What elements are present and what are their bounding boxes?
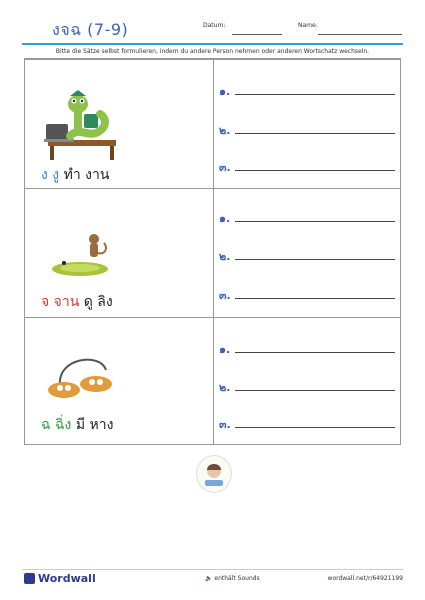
sandal-left bbox=[48, 382, 80, 398]
sandal-eye bbox=[89, 379, 95, 385]
caption-letter: จ bbox=[41, 294, 50, 310]
caption-letter: ฉ bbox=[41, 417, 51, 433]
answer-line-1[interactable] bbox=[235, 94, 395, 95]
plate-inner bbox=[60, 264, 100, 272]
worksheet-row-2 bbox=[25, 188, 400, 317]
caption-word: งู bbox=[52, 167, 60, 183]
book-stack bbox=[84, 114, 98, 128]
caption-rest: ดู ลิง bbox=[83, 294, 113, 310]
line-number-1: ๑. bbox=[219, 343, 231, 356]
instructions-text: Bitte die Sätze selbst formulieren, indem du andere Person nehmen oder anderen Wortschatz wechseln. bbox=[55, 48, 370, 55]
header-rule bbox=[22, 43, 403, 45]
row-3-caption bbox=[41, 414, 113, 436]
monkey-head bbox=[89, 234, 99, 244]
name-field-line[interactable] bbox=[318, 34, 402, 35]
page-title: งจฉ (7-9) bbox=[52, 20, 129, 39]
sounds-label: enthält Sounds bbox=[214, 575, 260, 582]
worksheet-grid bbox=[24, 58, 401, 445]
row-2-caption bbox=[41, 291, 113, 313]
answer-line-3[interactable] bbox=[235, 427, 395, 428]
footer-rule bbox=[22, 569, 403, 570]
worksheet-row-1 bbox=[25, 59, 400, 188]
answer-line-2[interactable] bbox=[235, 390, 395, 391]
desk-leg bbox=[110, 146, 114, 160]
monkey-tail bbox=[98, 243, 106, 253]
wordwall-logo[interactable] bbox=[24, 572, 96, 585]
date-field-line[interactable] bbox=[232, 34, 282, 35]
monkey-plate-illustration bbox=[50, 229, 120, 279]
snake-laptop-illustration bbox=[40, 88, 130, 163]
answer-line-3[interactable] bbox=[235, 298, 395, 299]
answer-line-1[interactable] bbox=[235, 352, 395, 353]
name-label: Name: bbox=[298, 22, 318, 29]
brand-name: Wordwall bbox=[38, 572, 96, 585]
sandals-illustration bbox=[40, 348, 130, 408]
answer-line-2[interactable] bbox=[235, 259, 395, 260]
caption-rest: ทำ งาน bbox=[63, 167, 110, 183]
teacher-face-icon bbox=[197, 456, 231, 492]
laptop-screen bbox=[46, 124, 68, 140]
line-number-2: ๒. bbox=[219, 124, 231, 137]
line-number-3: ๓. bbox=[219, 161, 231, 174]
snake-neck bbox=[74, 108, 82, 132]
caption-word: จาน bbox=[53, 294, 80, 310]
footer-url[interactable]: wordwall.net/r/64921199 bbox=[327, 575, 403, 582]
answer-line-3[interactable] bbox=[235, 170, 395, 171]
snake-pupil bbox=[73, 100, 75, 102]
speaker-icon: 🔈 bbox=[205, 575, 213, 582]
desk-leg bbox=[50, 146, 54, 160]
snake-pupil bbox=[81, 100, 83, 102]
caption-letter: ง bbox=[41, 167, 48, 183]
answer-line-1[interactable] bbox=[235, 221, 395, 222]
wordwall-logo-icon bbox=[24, 573, 35, 584]
bug bbox=[62, 261, 66, 265]
sandal-eye bbox=[65, 385, 71, 391]
caption-word: ฉิ่ง bbox=[55, 417, 72, 433]
sandal-eye bbox=[57, 385, 63, 391]
worksheet-row-3 bbox=[25, 317, 400, 446]
line-number-2: ๒. bbox=[219, 381, 231, 394]
line-number-3: ๓. bbox=[219, 418, 231, 431]
line-number-1: ๑. bbox=[219, 212, 231, 225]
line-number-3: ๓. bbox=[219, 289, 231, 302]
line-number-1: ๑. bbox=[219, 85, 231, 98]
sandal-eye bbox=[97, 379, 103, 385]
teacher-logo bbox=[196, 455, 232, 493]
sandal-right bbox=[80, 376, 112, 392]
sounds-note bbox=[205, 575, 260, 582]
line-number-2: ๒. bbox=[219, 250, 231, 263]
answer-line-2[interactable] bbox=[235, 133, 395, 134]
caption-rest: มี หาง bbox=[75, 417, 114, 433]
row-1-caption bbox=[41, 164, 109, 186]
date-label: Datum: bbox=[203, 22, 226, 29]
snake-hat bbox=[70, 90, 86, 96]
monkey-body bbox=[90, 243, 98, 257]
